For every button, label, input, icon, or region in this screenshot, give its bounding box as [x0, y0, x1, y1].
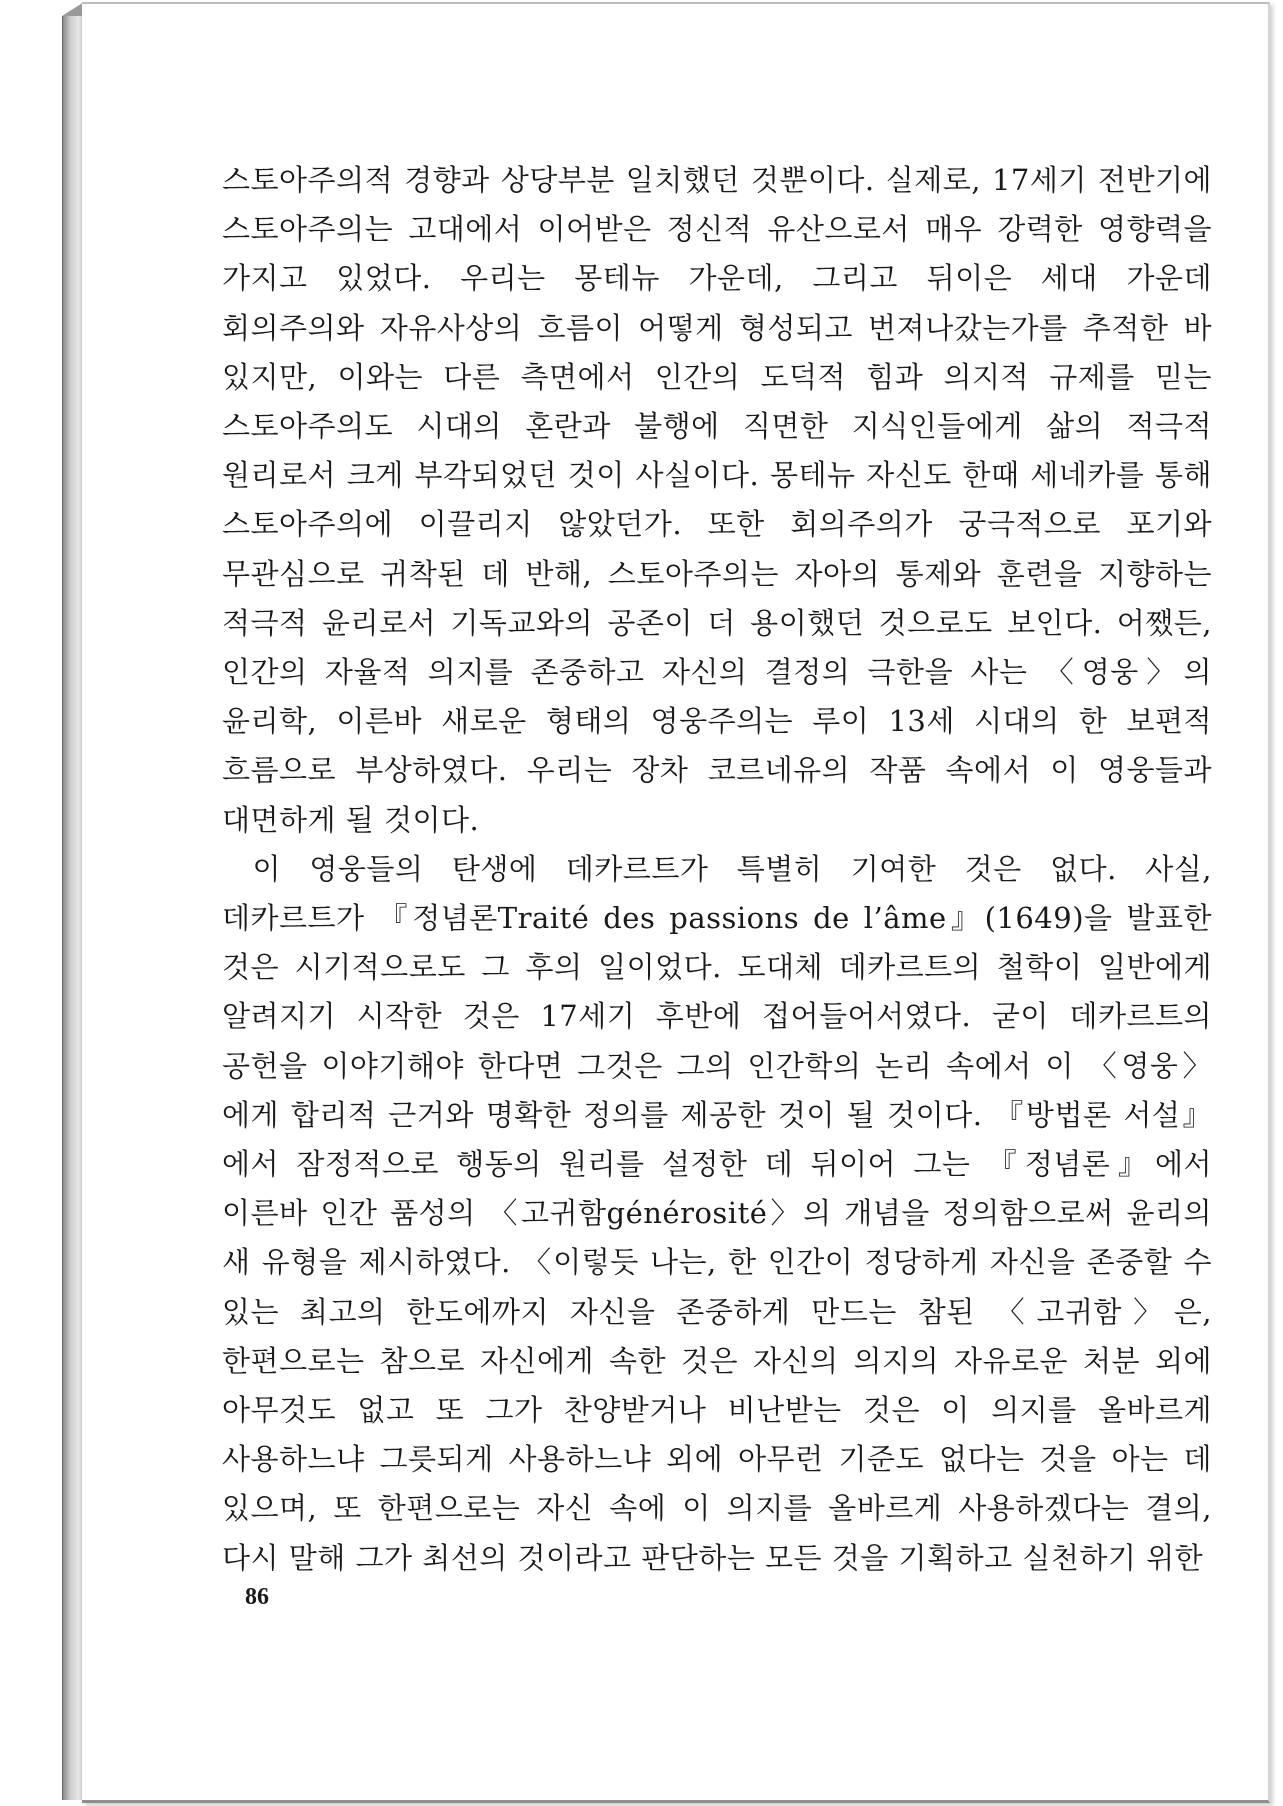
body-text [222, 156, 1212, 1583]
page-number: 86 [245, 1584, 269, 1610]
book [62, 2, 1274, 1802]
paragraph-2: 이 영웅들의 탄생에 데카르트가 특별히 기여한 것은 없다. 사실, 데카르트가 『정념론Traité des passions de l’âme』(1649)을 발표한 것은 시기적으로도 그 후의 일이었다. 도대체 데카르트의 철학이 일반에게 알려지기 시작한 것은 17세기 후반에 접어들어서였다. 굳이 데카르트의 공헌을 이야기해야 한다면 그것은 그의 인간학의 논리 속에서 이 〈영웅〉에게 합리적 근거와 명확한 정의를 제공한 것이 될 것이다. 『방법론 서설』에서 잠정적으로 행동의 원리를 설정한 데 뒤이어 그는 『정념론』에서 이른바 인간 품성의 〈고귀함générosité〉의 개념을 정의함으로써 윤리의 새 유형을 제시하였다. 〈이렇듯 나는, 한 인간이 정당하게 자신을 존중할 수 있는 최고의 한도에까지 자신을 존중하게 만드는 참된 〈고귀함〉은, 한편으로는 참으로 자신에게 속한 것은 자신의 의지의 자유로운 처분 외에 아무것도 없고 또 그가 찬양받거나 비난받는 것은 이 의지를 올바르게 사용하느냐 그릇되게 사용하느냐 외에 아무런 기준도 없다는 것을 아는 데 있으며, 또 한편으로는 자신 속에 이 의지를 올바르게 사용하겠다는 결의, 다시 말해 그가 최선의 것이라고 판단하는 모든 것을 기획하고 실천하기 위한 [222, 851, 1212, 1575]
paragraph-1: 스토아주의적 경향과 상당부분 일치했던 것뿐이다. 실제로, 17세기 전반기에 스토아주의는 고대에서 이어받은 정신적 유산으로서 매우 강력한 영향력을 가지고 있었다. 우리는 몽테뉴 가운데, 그리고 뒤이은 세대 가운데 회의주의와 자유사상의 흐름이 어떻게 형성되고 번져나갔는가를 추적한 바 있지만, 이와는 다른 측면에서 인간의 도덕적 힘과 의지적 규제를 믿는 스토아주의도 시대의 혼란과 불행에 직면한 지식인들에게 삶의 적극적 원리로서 크게 부각되었던 것이 사실이다. 몽테뉴 자신도 한때 세네카를 통해 스토아주의에 이끌리지 않았던가. 또한 회의주의가 궁극적으로 포기와 무관심으로 귀착된 데 반해, 스토아주의는 자아의 통제와 훈련을 지향하는 적극적 윤리로서 기독교와의 공존이 더 용이했던 것으로도 보인다. 어쨌든, 인간의 자율적 의지를 존중하고 자신의 결정의 극한을 사는 〈영웅〉의 윤리학, 이른바 새로운 형태의 영웅주의는 루이 13세 시대의 한 보편적 흐름으로 부상하였다. 우리는 장차 코르네유의 작품 속에서 이 영웅들과 대면하게 될 것이다. [222, 163, 1212, 837]
book-spine-top [62, 2, 84, 16]
book-page [82, 2, 1270, 1803]
